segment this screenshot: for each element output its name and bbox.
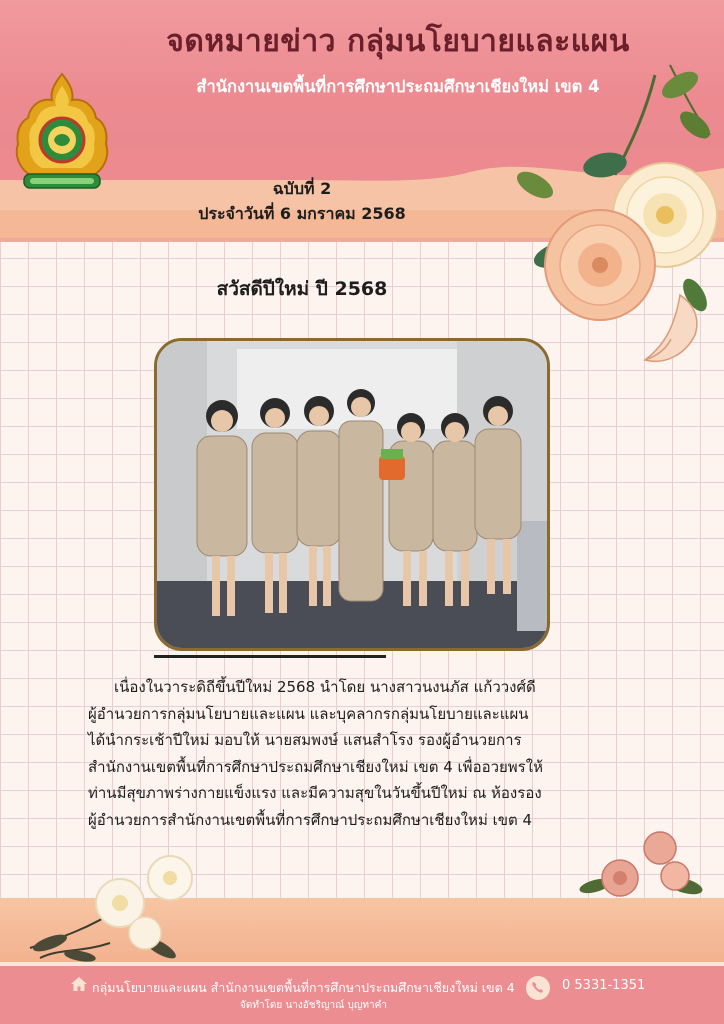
flower-decoration-bottom-right (575, 828, 710, 898)
phone-icon (526, 976, 550, 1000)
obec-emblem-icon (14, 70, 110, 194)
flower-decoration-bottom-left (20, 848, 210, 968)
article-photo (154, 338, 550, 651)
flower-decoration-top (495, 55, 724, 385)
body-line: ผู้อำนวยการกลุ่มนโยบายและแผน และบุคลากรกลุ่มนโยบายและแผน (88, 704, 529, 723)
body-line: ผู้อำนวยการสำนักงานเขตพื้นที่การศึกษาประถมศึกษาเชียงใหม่ เขต 4 (88, 810, 533, 829)
home-icon (70, 976, 88, 992)
issue-date: ประจำวันที่ 6 มกราคม 2568 (198, 204, 406, 223)
office-subtitle: สำนักงานเขตพื้นที่การศึกษาประถมศึกษาเชียงใหม่ เขต 4 (196, 77, 600, 96)
footer-prepared-by: จัดทำโดย นางอัชริญาณ์ บุญทาคำ (240, 1000, 387, 1011)
group-photo (157, 341, 547, 648)
body-line: สำนักงานเขตพื้นที่การศึกษาประถมศึกษาเชียงใหม่ เขต 4 เพื่ออวยพรให้ (88, 757, 543, 776)
article-body (88, 674, 688, 833)
body-line: ได้นำกระเช้าปีใหม่ มอบให้ นายสมพงษ์ แสนสำโรง รองผู้อำนวยการ (88, 731, 522, 749)
footer-organization: กลุ่มนโยบายและแผน สำนักงานเขตพื้นที่การศึกษาประถมศึกษาเชียงใหม่ เขต 4 (92, 980, 515, 995)
photo-underline (154, 655, 386, 658)
newsletter-title: จดหมายข่าว กลุ่มนโยบายและแผน (166, 24, 630, 59)
body-line: เนื่องในวาระดิถีขึ้นปีใหม่ 2568 นำโดย นางสาวนงนภัส แก้ววงศ์ดี (114, 678, 536, 696)
footer-phone-number: 0 5331-1351 (562, 978, 646, 993)
body-line: ท่านมีสุขภาพร่างกายแข็งแรง และมีความสุขในวันขึ้นปีใหม่ ณ ห้องรอง (88, 784, 542, 802)
issue-number: ฉบับที่ 2 (272, 179, 332, 198)
trumpet-flower (645, 295, 697, 361)
article-headline: สวัสดีปีใหม่ ปี 2568 (216, 278, 388, 300)
